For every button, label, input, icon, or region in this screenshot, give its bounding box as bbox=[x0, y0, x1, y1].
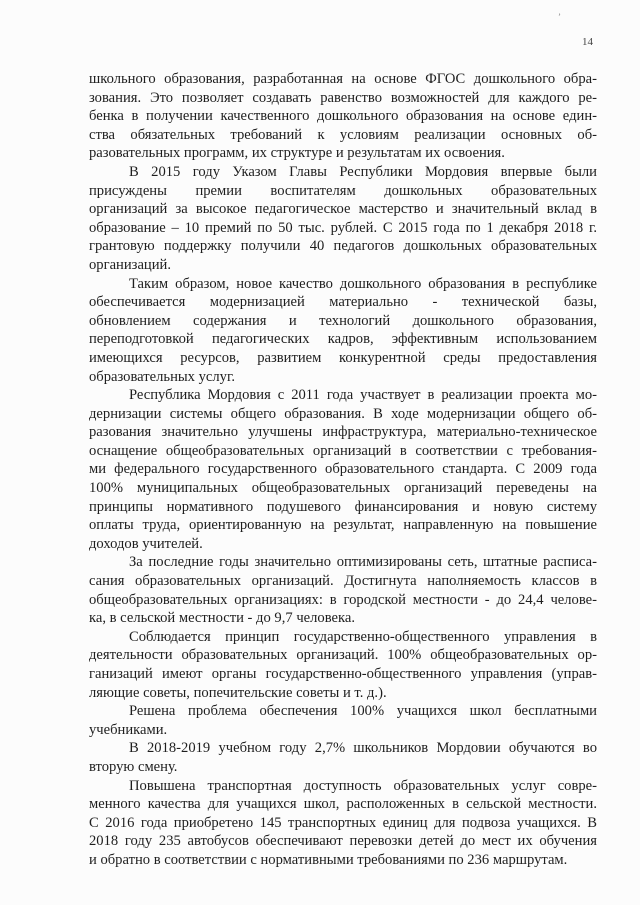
paragraph bbox=[89, 163, 597, 275]
text-line: 2018 году 235 автобусов обеспечивают перевозки детей до мест их обучения bbox=[89, 833, 597, 850]
paragraph bbox=[89, 275, 597, 387]
text-line: ляющие советы, попечительские советы и т. д.). bbox=[89, 684, 387, 701]
paragraph bbox=[89, 628, 597, 702]
text-line: деятельности образовательных организаций. 100% общеобразовательных ор- bbox=[89, 647, 597, 664]
text-line: образование – 10 премий по 50 тыс. рублей. С 2015 года по 1 декабря 2018 г. bbox=[89, 219, 597, 236]
text-line: ганизаций имеют органы государственно-общественного управления (управ- bbox=[89, 666, 597, 682]
text-line: За последние годы значительно оптимизированы сеть, штатные расписа- bbox=[129, 554, 597, 571]
text-line: доходов учителей. bbox=[89, 535, 203, 552]
text-line: В 2018-2019 учебном году 2,7% школьников Мордовии обучаются во bbox=[129, 740, 597, 757]
text-line: сания образовательных организаций. Достигнута наполняемость классов в bbox=[89, 573, 597, 590]
text-line: зования. Это позволяет создавать равенство возможностей для каждого ре- bbox=[89, 89, 597, 106]
text-line: имеющихся ресурсов, развитием конкурентной среды предоставления bbox=[89, 349, 597, 366]
text-line: Таким образом, новое качество дошкольного образования в республике bbox=[129, 275, 597, 292]
text-line: обеспечивается модернизацией материально - технической базы, bbox=[89, 294, 597, 311]
text-line: организаций. bbox=[89, 256, 171, 273]
text-line: ка, в сельской местности - до 9,7 человека. bbox=[89, 610, 355, 627]
text-line: общеобразовательных организациях: в городской местности - до 24,4 челове- bbox=[89, 591, 597, 608]
text-line: оплаты труда, ориентированную на результат, направленную на повышение bbox=[89, 517, 597, 534]
text-line: образовательных услуг. bbox=[89, 368, 235, 385]
text-line: бенка в получении качественного дошкольного образования на основе един- bbox=[89, 108, 597, 125]
text-line: грантовую поддержку получили 40 педагогов дошкольных образовательных bbox=[89, 238, 597, 255]
text-line: дернизации системы общего образования. В ходе модернизации общего об- bbox=[89, 405, 597, 422]
paragraph bbox=[89, 739, 597, 776]
text-line: вторую смену. bbox=[89, 758, 178, 775]
text-line: разовательных программ, их структуре и результатам их освоения. bbox=[89, 145, 505, 162]
corner-mark: ’ bbox=[558, 12, 561, 22]
text-line: переподготовкой педагогических кадров, эффективным использованием bbox=[89, 331, 597, 348]
text-line: учебниками. bbox=[89, 721, 168, 738]
paragraph bbox=[89, 386, 597, 553]
text-line: разования значительно улучшены инфраструктура, материально-техническое bbox=[89, 424, 597, 441]
text-line: С 2016 года приобретено 145 транспортных единиц для подвоза учащихся. В bbox=[89, 814, 597, 831]
paragraph bbox=[89, 70, 597, 163]
text-line: 100% муниципальных общеобразовательных организаций переведены на bbox=[89, 480, 597, 497]
text-line: Повышена транспортная доступность образовательных услуг совре- bbox=[129, 777, 597, 794]
text-line: школьного образования, разработанная на основе ФГОС дошкольного обра- bbox=[89, 71, 597, 87]
text-line: организаций за высокое педагогическое мастерство и значительный вклад в bbox=[89, 201, 597, 218]
page-number: 14 bbox=[582, 36, 593, 48]
text-line: присуждены премии воспитателям дошкольных образовательных bbox=[89, 182, 597, 199]
text-line: Республика Мордовия с 2011 года участвует в реализации проекта мо- bbox=[129, 387, 597, 404]
text-line: менного качества для учащихся школ, расположенных в сельской местности. bbox=[89, 796, 597, 813]
text-line: принципы нормативного подушевого финансирования и новую систему bbox=[89, 498, 597, 515]
text-line: Решена проблема обеспечения 100% учащихся школ бесплатными bbox=[129, 703, 597, 720]
text-line: обновлением содержания и технологий дошкольного образования, bbox=[89, 312, 597, 329]
text-line: и обратно в соответствии с нормативными требованиями по 236 маршрутам. bbox=[89, 851, 568, 868]
text-line: ства обязательных требований к условиям реализации основных об- bbox=[89, 126, 597, 143]
text-line: оснащение общеобразовательных организаций в соответствии с требования- bbox=[89, 442, 597, 459]
text-line: Соблюдается принцип государственно-общественного управления в bbox=[129, 628, 597, 645]
text-line: ми федерального государственного образовательного стандарта. С 2009 года bbox=[89, 461, 597, 478]
text-line: В 2015 году Указом Главы Республики Мордовия впервые были bbox=[129, 163, 597, 180]
paragraph bbox=[89, 777, 597, 870]
document-body bbox=[89, 70, 597, 870]
paragraph bbox=[89, 553, 597, 627]
paragraph bbox=[89, 702, 597, 739]
